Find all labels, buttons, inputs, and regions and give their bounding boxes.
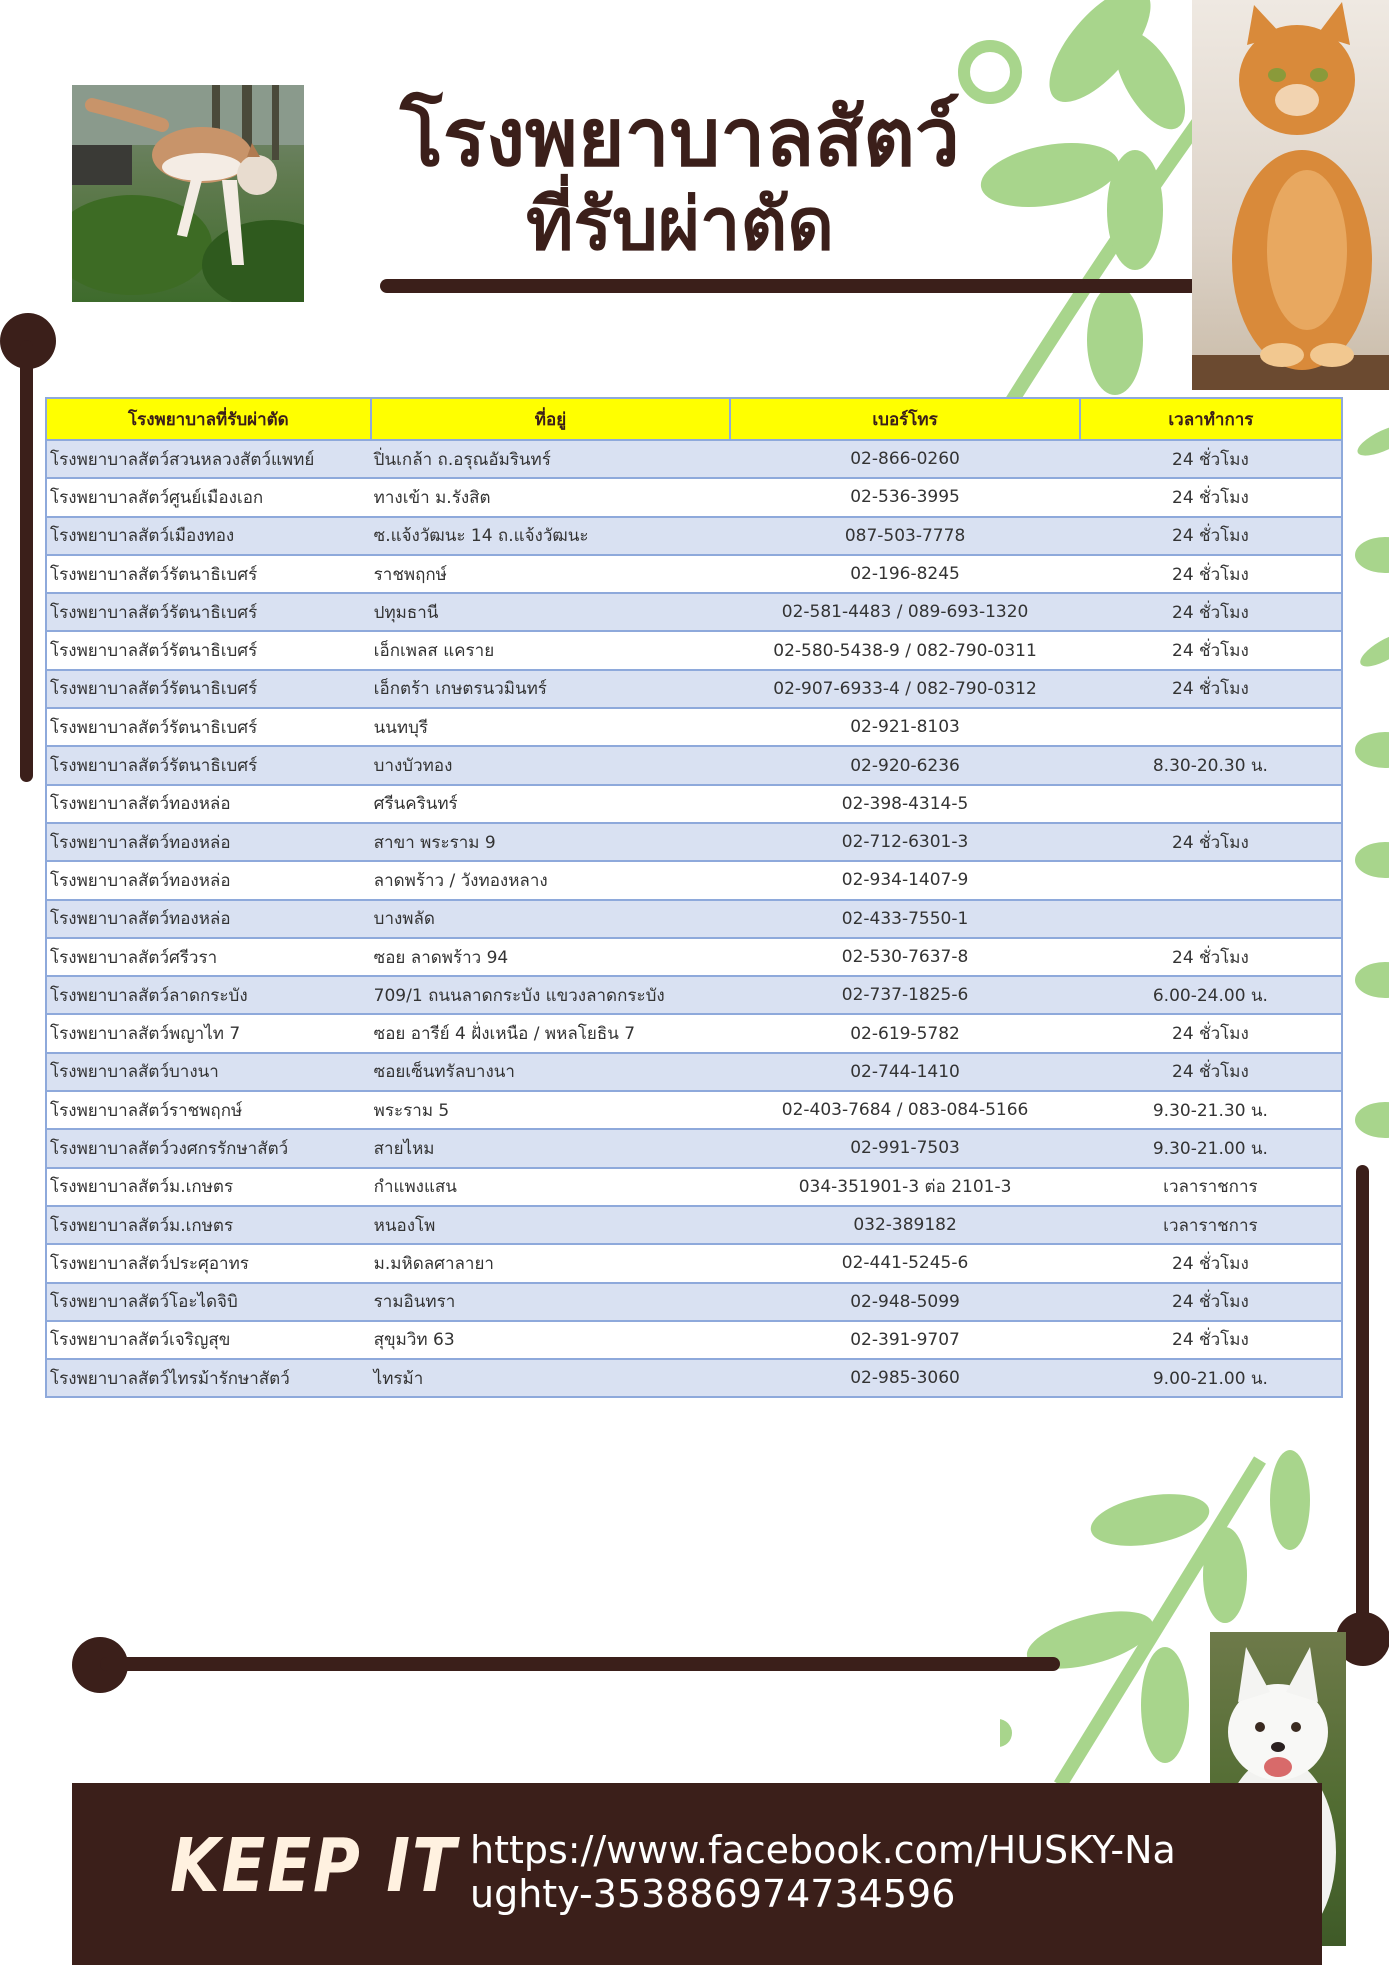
cell-hours — [1080, 708, 1342, 746]
cell-hospital: โรงพยาบาลสัตว์ทองหล่อ — [46, 823, 371, 861]
cell-hospital: โรงพยาบาลสัตว์รัตนาธิเบศร์ — [46, 555, 371, 593]
cell-hospital: โรงพยาบาลสัตว์วงศกรรักษาสัตว์ — [46, 1129, 371, 1167]
cell-hospital: โรงพยาบาลสัตว์ประศุอาทร — [46, 1244, 371, 1282]
cell-address: บางพลัด — [371, 900, 731, 938]
cell-hours: 24 ชั่วโมง — [1080, 631, 1342, 669]
cell-hospital: โรงพยาบาลสัตว์รัตนาธิเบศร์ — [46, 670, 371, 708]
hospital-table — [45, 397, 1343, 1398]
page-title-line2: ที่รับผ่าตัด — [526, 182, 834, 266]
table-row — [46, 823, 1342, 861]
column-header-address: ที่อยู่ — [371, 398, 731, 440]
cell-hours: 24 ชั่วโมง — [1080, 593, 1342, 631]
cell-hospital: โรงพยาบาลสัตว์บางนา — [46, 1053, 371, 1091]
cell-phone: 02-391-9707 — [730, 1321, 1080, 1359]
table-row — [46, 478, 1342, 516]
table-row — [46, 1129, 1342, 1167]
cell-phone: 02-536-3995 — [730, 478, 1080, 516]
table-row — [46, 938, 1342, 976]
cell-hospital: โรงพยาบาลสัตว์เมืองทอง — [46, 517, 371, 555]
cell-phone: 02-866-0260 — [730, 440, 1080, 478]
cell-address: สายไหม — [371, 1129, 731, 1167]
cell-address: ลาดพร้าว / วังทองหลาง — [371, 861, 731, 899]
cell-address: รามอินทรา — [371, 1283, 731, 1321]
cell-address: ม.มหิดลศาลายา — [371, 1244, 731, 1282]
table-row — [46, 517, 1342, 555]
cell-phone: 02-985-3060 — [730, 1359, 1080, 1397]
cell-hours: 24 ชั่วโมง — [1080, 1014, 1342, 1052]
brand-text: KEEP IT — [170, 1824, 458, 1910]
column-header-hospital: โรงพยาบาลที่รับผ่าตัด — [46, 398, 371, 440]
table-row — [46, 861, 1342, 899]
facebook-link[interactable]: https://www.facebook.com/HUSKY-Naughty-353886974734596 — [470, 1828, 1176, 1916]
table-row — [46, 1014, 1342, 1052]
cell-phone: 02-934-1407-9 — [730, 861, 1080, 899]
table-body — [46, 440, 1342, 1397]
cell-hours: 6.00-24.00 น. — [1080, 976, 1342, 1014]
cell-hospital: โรงพยาบาลสัตว์รัตนาธิเบศร์ — [46, 593, 371, 631]
cell-address: ทางเข้า ม.รังสิต — [371, 478, 731, 516]
cell-address: สาขา พระราม 9 — [371, 823, 731, 861]
cell-address: ปทุมธานี — [371, 593, 731, 631]
cell-phone: 032-389182 — [730, 1206, 1080, 1244]
table-row — [46, 1091, 1342, 1129]
cell-phone: 02-398-4314-5 — [730, 785, 1080, 823]
cell-hospital: โรงพยาบาลสัตว์ไทรม้ารักษาสัตว์ — [46, 1359, 371, 1397]
cell-phone: 034-351901-3 ต่อ 2101-3 — [730, 1168, 1080, 1206]
cell-hours: 24 ชั่วโมง — [1080, 670, 1342, 708]
cell-hours: เวลาราชการ — [1080, 1206, 1342, 1244]
cell-address: ซอย ลาดพร้าว 94 — [371, 938, 731, 976]
cell-hours: 24 ชั่วโมง — [1080, 478, 1342, 516]
cell-hospital: โรงพยาบาลสัตว์ศรีวรา — [46, 938, 371, 976]
column-header-phone: เบอร์โทร — [730, 398, 1080, 440]
table-row — [46, 708, 1342, 746]
cell-hours: 9.30-21.30 น. — [1080, 1091, 1342, 1129]
orange-cat-photo — [1192, 0, 1389, 390]
cell-address: กำแพงแสน — [371, 1168, 731, 1206]
cell-phone: 02-403-7684 / 083-084-5166 — [730, 1091, 1080, 1129]
cell-hours: 24 ชั่วโมง — [1080, 1244, 1342, 1282]
column-header-hours: เวลาทำการ — [1080, 398, 1342, 440]
cell-address: ซอย อารีย์ 4 ฝั่งเหนือ / พหลโยธิน 7 — [371, 1014, 731, 1052]
cell-phone: 087-503-7778 — [730, 517, 1080, 555]
page-title-line1: โรงพยาบาลสัตว์ — [400, 91, 960, 184]
table-row — [46, 440, 1342, 478]
cell-phone: 02-712-6301-3 — [730, 823, 1080, 861]
table-row — [46, 1321, 1342, 1359]
cell-phone: 02-744-1410 — [730, 1053, 1080, 1091]
cell-phone: 02-441-5245-6 — [730, 1244, 1080, 1282]
cell-address: พระราม 5 — [371, 1091, 731, 1129]
cell-address: นนทบุรี — [371, 708, 731, 746]
cell-hours: 24 ชั่วโมง — [1080, 517, 1342, 555]
table-row — [46, 1168, 1342, 1206]
cell-phone: 02-920-6236 — [730, 746, 1080, 784]
cell-hours — [1080, 900, 1342, 938]
table-row — [46, 670, 1342, 708]
cell-hospital: โรงพยาบาลสัตว์รัตนาธิเบศร์ — [46, 746, 371, 784]
cell-address: 709/1 ถนนลาดกระบัง แขวงลาดกระบัง — [371, 976, 731, 1014]
cell-phone: 02-921-8103 — [730, 708, 1080, 746]
cell-address: ปิ่นเกล้า ถ.อรุณอัมรินทร์ — [371, 440, 731, 478]
husky-jumping-photo — [72, 85, 304, 302]
cell-address: เอ็กตร้า เกษตรนวมินทร์ — [371, 670, 731, 708]
cell-address: สุขุมวิท 63 — [371, 1321, 731, 1359]
cell-hospital: โรงพยาบาลสัตว์ราชพฤกษ์ — [46, 1091, 371, 1129]
cell-hours: 24 ชั่วโมง — [1080, 1053, 1342, 1091]
table-row — [46, 1283, 1342, 1321]
accent-line-right — [1356, 1165, 1369, 1635]
cell-hours: 24 ชั่วโมง — [1080, 440, 1342, 478]
table-row — [46, 1359, 1342, 1397]
cell-hours: 24 ชั่วโมง — [1080, 1321, 1342, 1359]
cell-phone: 02-737-1825-6 — [730, 976, 1080, 1014]
accent-line-left — [20, 340, 33, 782]
cell-hours — [1080, 785, 1342, 823]
cell-address: ซ.แจ้งวัฒนะ 14 ถ.แจ้งวัฒนะ — [371, 517, 731, 555]
cell-address: บางบัวทอง — [371, 746, 731, 784]
cell-hospital: โรงพยาบาลสัตว์ทองหล่อ — [46, 900, 371, 938]
table-row — [46, 746, 1342, 784]
cell-hours: 24 ชั่วโมง — [1080, 555, 1342, 593]
cell-hospital: โรงพยาบาลสัตว์เจริญสุข — [46, 1321, 371, 1359]
cell-phone: 02-196-8245 — [730, 555, 1080, 593]
cell-address: ซอยเซ็นทรัลบางนา — [371, 1053, 731, 1091]
cell-phone: 02-530-7637-8 — [730, 938, 1080, 976]
table-row — [46, 785, 1342, 823]
cell-hospital: โรงพยาบาลสัตว์สวนหลวงสัตว์แพทย์ — [46, 440, 371, 478]
cell-hospital: โรงพยาบาลสัตว์ม.เกษตร — [46, 1206, 371, 1244]
accent-line-bottom — [100, 1657, 1060, 1671]
cell-hospital: โรงพยาบาลสัตว์ศูนย์เมืองเอก — [46, 478, 371, 516]
cell-hours: 24 ชั่วโมง — [1080, 938, 1342, 976]
cell-address: ราชพฤกษ์ — [371, 555, 731, 593]
cell-hospital: โรงพยาบาลสัตว์ลาดกระบัง — [46, 976, 371, 1014]
cell-hospital: โรงพยาบาลสัตว์ม.เกษตร — [46, 1168, 371, 1206]
table-row — [46, 1206, 1342, 1244]
cell-address: ศรีนครินทร์ — [371, 785, 731, 823]
table-row — [46, 555, 1342, 593]
cell-phone: 02-581-4483 / 089-693-1320 — [730, 593, 1080, 631]
cell-address: ไทรม้า — [371, 1359, 731, 1397]
cell-hospital: โรงพยาบาลสัตว์รัตนาธิเบศร์ — [46, 708, 371, 746]
cell-hospital: โรงพยาบาลสัตว์พญาไท 7 — [46, 1014, 371, 1052]
cell-address: หนองโพ — [371, 1206, 731, 1244]
cell-hours: 9.00-21.00 น. — [1080, 1359, 1342, 1397]
cell-phone: 02-619-5782 — [730, 1014, 1080, 1052]
cell-address: เอ็กเพลส แคราย — [371, 631, 731, 669]
cell-hours — [1080, 861, 1342, 899]
table-row — [46, 631, 1342, 669]
cell-phone: 02-948-5099 — [730, 1283, 1080, 1321]
cell-phone: 02-907-6933-4 / 082-790-0312 — [730, 670, 1080, 708]
cell-hospital: โรงพยาบาลสัตว์รัตนาธิเบศร์ — [46, 631, 371, 669]
table-row — [46, 1244, 1342, 1282]
cell-hours: 8.30-20.30 น. — [1080, 746, 1342, 784]
cell-hours: เวลาราชการ — [1080, 1168, 1342, 1206]
cell-hours: 24 ชั่วโมง — [1080, 1283, 1342, 1321]
cell-hours: 24 ชั่วโมง — [1080, 823, 1342, 861]
cell-hospital: โรงพยาบาลสัตว์โอะไดจิบิ — [46, 1283, 371, 1321]
cell-phone: 02-991-7503 — [730, 1129, 1080, 1167]
cell-hours: 9.30-21.00 น. — [1080, 1129, 1342, 1167]
cell-phone: 02-433-7550-1 — [730, 900, 1080, 938]
cell-hospital: โรงพยาบาลสัตว์ทองหล่อ — [46, 861, 371, 899]
table-header-row — [46, 398, 1342, 440]
table-row — [46, 976, 1342, 1014]
title-underline — [380, 279, 1200, 293]
table-row — [46, 593, 1342, 631]
cell-hospital: โรงพยาบาลสัตว์ทองหล่อ — [46, 785, 371, 823]
table-row — [46, 1053, 1342, 1091]
cell-phone: 02-580-5438-9 / 082-790-0311 — [730, 631, 1080, 669]
table-row — [46, 900, 1342, 938]
